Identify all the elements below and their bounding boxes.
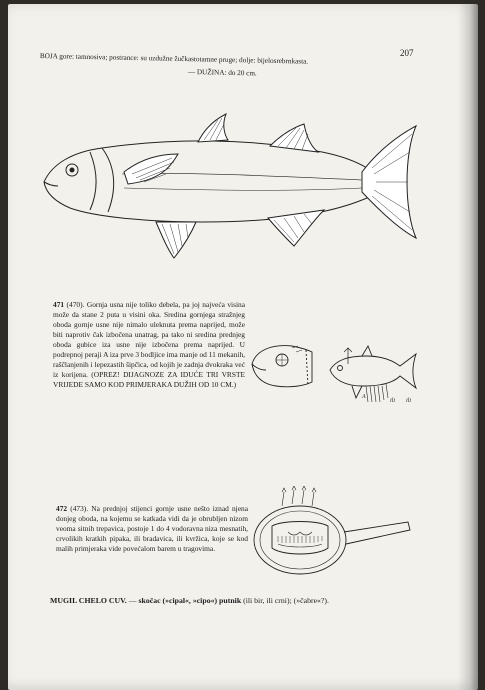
figure-label-A: A (362, 394, 366, 400)
entry-472-ref: (473). (70, 504, 89, 513)
species-common-names: skočac (»cipal«, »cipo«) (138, 596, 218, 605)
page-number: 207 (400, 48, 414, 58)
species-line (50, 596, 329, 605)
caption-line-1: BOJA gore: tamnosiva; postrance: su uzdužne žučkastotamne pruge; dolje: bijelosrebrnkasta. (39, 52, 309, 66)
figure-label-ili-1: ili (390, 398, 396, 404)
species-other-names: (ili bir, ili crni); (»čabre«?). (243, 596, 329, 605)
entry-472-text: Na prednjoj stijenci gornje usne nešto iznad njena donjeg oboda, na kojemu se katkada vidi da je obrubljen nizom veoma sitnih trepavica, postoje 1 do 4 vodoravna niza mesnatih, crvolikih kratkih pipaka, ili bradavica, ili kvržica, koje se kod malih primjeraka vide povećalom barem u tragovima. (56, 504, 248, 553)
entry-471-ref: (470). (66, 300, 85, 309)
head-detail-figure (246, 338, 318, 394)
entry-471 (53, 300, 245, 390)
species-putnik: putnik (219, 596, 242, 605)
page-edge-shadow (458, 4, 478, 690)
small-fish-figure (326, 344, 422, 406)
fish-illustration (32, 112, 422, 262)
entry-471-text: Gornja usna nije toliko debela, pa joj najveća visina može da stane 2 puta u visini oka. Sredina gornjega stražnjeg oboda gornje usne nije nimalo uleknuta prema naprijed, može biti naprotiv čak izbočena unatrag, pa tako ni sredina prednjeg oboda gubice iza usne nije izbočena prema naprijed. U podrepnoj peraji A iza prve 3 bodljice ima manje od 11 mekanih, raščlanjenih i lepezastih šipčica, od kojih je zadnja dvokraka već iz korijena. (OPREZ! DIJAGNOZE ZA IDUĆE TRI VRSTE VRIJEDE SAMO KOD PRIMJERAKA DUŽIH OD 10 CM.) (53, 300, 245, 389)
entry-472-number: 472 (56, 504, 68, 513)
entry-471-number: 471 (53, 300, 65, 309)
entry-472 (56, 504, 248, 554)
magnifier-lip-figure (248, 486, 414, 584)
figure-label-ili-2: ili (406, 398, 412, 404)
species-name: MUGIL CHELO CUV. (50, 596, 127, 605)
species-dash: — (128, 596, 137, 605)
caption-line-2: — DUŽINA: do 20 cm. (187, 68, 257, 78)
book-page (8, 4, 478, 690)
